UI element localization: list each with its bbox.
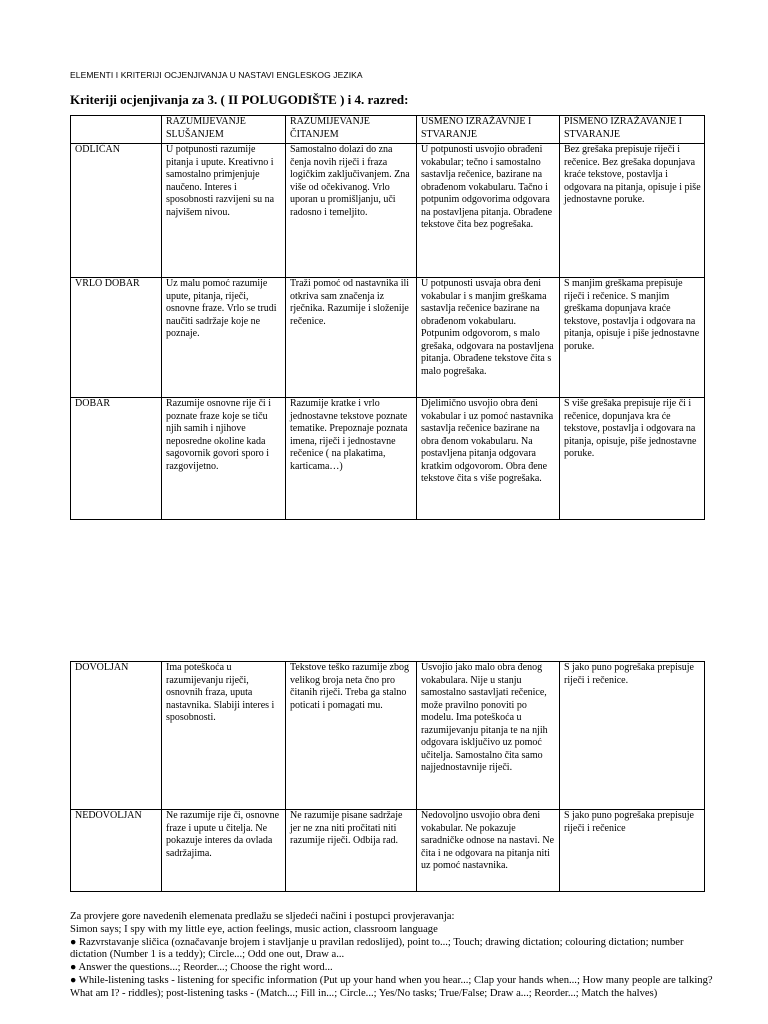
header-cell-reading: RAZUMIJEVANJE ČITANJEM: [286, 116, 417, 144]
table-cell: Nedovoljno usvojio obra đeni vokabular. Ne pokazuje saradničke odnose na nastavi. Ne čita i ne odgovara na pitanja niti uz pomoć nastavnika.: [417, 810, 560, 892]
document-title: Kriteriji ocjenjivanja za 3. ( II POLUGODIŠTE ) i 4. razred:: [70, 92, 409, 107]
header-cell-writing: PISMENO IZRAŽAVANJE I STVARANJE: [560, 116, 705, 144]
table-cell: U potpunosti usvojio obrađeni vokabular; tečno i samostalno sastavlja rečenice, bazirane na obrađenom vokabularu. Tačno i potpunim odgovorima odgovara na postavljena pitanja. Obrađene tekstove čita bez pogrešaka.: [417, 144, 560, 278]
table-cell: Tekstove teško razumije zbog velikog broja neta čno pro čitanih riječi. Treba ga stalno poticati i pomagati mu.: [286, 662, 417, 810]
table-row: [71, 662, 705, 810]
table-cell: Razumije osnovne rije či i poznate fraze koje se tiču njih samih i njihove neposredne okoline kada sagovornik govori sporo i razgovijetno.: [162, 398, 286, 520]
notes-line: ● While-listening tasks - listening for specific information (Put up your hand when you hear...; Clap your hands when...; How many people are talking? What am I? - riddles); post-listening tasks - (Match...; Fill in...; Circle...; Yes/No tasks; True/False; Draw a...; Reorder...; Match the halves): [70, 974, 713, 999]
grade-label: DOVOLJAN: [71, 662, 162, 810]
page-header: ELEMENTI I KRITERIJI OCJENJIVANJA U NASTAVI ENGLESKOG JEZIKA: [70, 70, 363, 80]
table-cell: S jako puno pogrešaka prepisuje riječi i rečenice.: [560, 662, 705, 810]
table-cell: Traži pomoć od nastavnika ili otkriva sam značenja iz rječnika. Razumije i složenije rečenice.: [286, 278, 417, 398]
table-cell: Samostalno dolazi do zna čenja novih riječi i fraza logičkim zaključivanjem. Zna više od očekivanog. Vrlo uporan u promišljanju, uči radosno i temeljito.: [286, 144, 417, 278]
grade-label: ODLIČAN: [71, 144, 162, 278]
table-cell: Uz malu pomoć razumije upute, pitanja, riječi, osnovne fraze. Vrlo se trudi naučiti sadržaje koje ne poznaje.: [162, 278, 286, 398]
table-cell: U potpunosti razumije pitanja i upute. Kreativno i samostalno primjenjuje naučeno. Interes i sposobnosti razvijeni su na najvišem nivou.: [162, 144, 286, 278]
table-cell: Razumije kratke i vrlo jednostavne tekstove poznate tematike. Prepoznaje poznata imena, riječi i jednostavne rečenice ( na plakatima, karticama…): [286, 398, 417, 520]
table-cell: Ne razumije rije či, osnovne fraze i upute u čitelja. Ne pokazuje interes da ovlada sadržajima.: [162, 810, 286, 892]
table-row: [71, 810, 705, 892]
header-cell-speaking: USMENO IZRAŽAVNJE I STVARANJE: [417, 116, 560, 144]
header-cell-listening: RAZUMIJEVANJE SLUŠANJEM: [162, 116, 286, 144]
table-cell: Bez grešaka prepisuje riječi i rečenice. Bez grešaka dopunjava kraće tekstove, postavlja i odgovara na pitanja, opisuje i piše jednostavne poruke.: [560, 144, 705, 278]
table-cell: Djelimično usvojio obra đeni vokabular i uz pomoć nastavnika sastavlja rečenice bazirane na obra đenom vokabularu. Na postavljena pitanja odgovara kratkim odgovorom. Obra đene tekstove čita s više pogrešaka.: [417, 398, 560, 520]
table-cell: S manjim greškama prepisuje riječi i rečenice. S manjim greškama dopunjava kraće tekstove, postavlja i odgovara na pitanja, opisuje i piše jednostavne poruke.: [560, 278, 705, 398]
criteria-table-bottom: [70, 661, 705, 892]
table-row: [71, 278, 705, 398]
notes-line: ● Razvrstavanje sličica (označavanje brojem i stavljanje u pravilan redoslijed), point to...; Touch; drawing dictation; colouring dictation; number dictation (Number 1 is a teddy); Circle...; Odd one out, Draw a...: [70, 936, 684, 961]
grade-label: VRLO DOBAR: [71, 278, 162, 398]
table-header-row: [71, 116, 705, 144]
notes-line: Simon says; I spy with my little eye, action feelings, music action, classroom language: [70, 923, 438, 935]
notes-line: ● Answer the questions...; Reorder...; Choose the right word...: [70, 962, 333, 974]
table-row: [71, 398, 705, 520]
table-cell: Ima poteškoća u razumijevanju riječi, osnovnih fraza, uputa nastavnika. Slabiji interes i sposobnosti.: [162, 662, 286, 810]
grade-label: DOBAR: [71, 398, 162, 520]
criteria-table-top: [70, 115, 705, 520]
table-cell: Usvojio jako malo obra đenog vokabulara. Nije u stanju samostalno sastavljati rečenice, može pravilno ponoviti po modelu. Ima poteškoća u razumijevanju pitanja te na njih odgovara isključivo uz pomoć učitelja. Samostalno čita samo najjednostavnije riječi.: [417, 662, 560, 810]
header-cell-empty: [71, 116, 162, 144]
table-cell: U potpunosti usvaja obra đeni vokabular i s manjim greškama sastavlja rečenice bazirane na obrađenom vokabularu. Potpunim odgovorom, s malo grešaka, odgovara na postavljena pitanja. Obrađene tekstove čita s malo pogrešaka.: [417, 278, 560, 398]
grade-label: NEDOVOLJAN: [71, 810, 162, 892]
table-cell: S jako puno pogrešaka prepisuje riječi i rečenice: [560, 810, 705, 892]
table-row: [71, 144, 705, 278]
table-cell: Ne razumije pisane sadržaje jer ne zna niti pročitati niti razumije riječi. Odbija rad.: [286, 810, 417, 892]
assessment-methods-notes: [70, 911, 720, 1001]
notes-line: Za provjere gore navedenih elemenata predlažu se sljedeći načini i postupci provjeravanja:: [70, 911, 455, 922]
table-cell: S više grešaka prepisuje rije či i rečenice, dopunjava kra će tekstove, postavlja i odgovara na pitanja, opisuje, piše jednostavne poruke.: [560, 398, 705, 520]
